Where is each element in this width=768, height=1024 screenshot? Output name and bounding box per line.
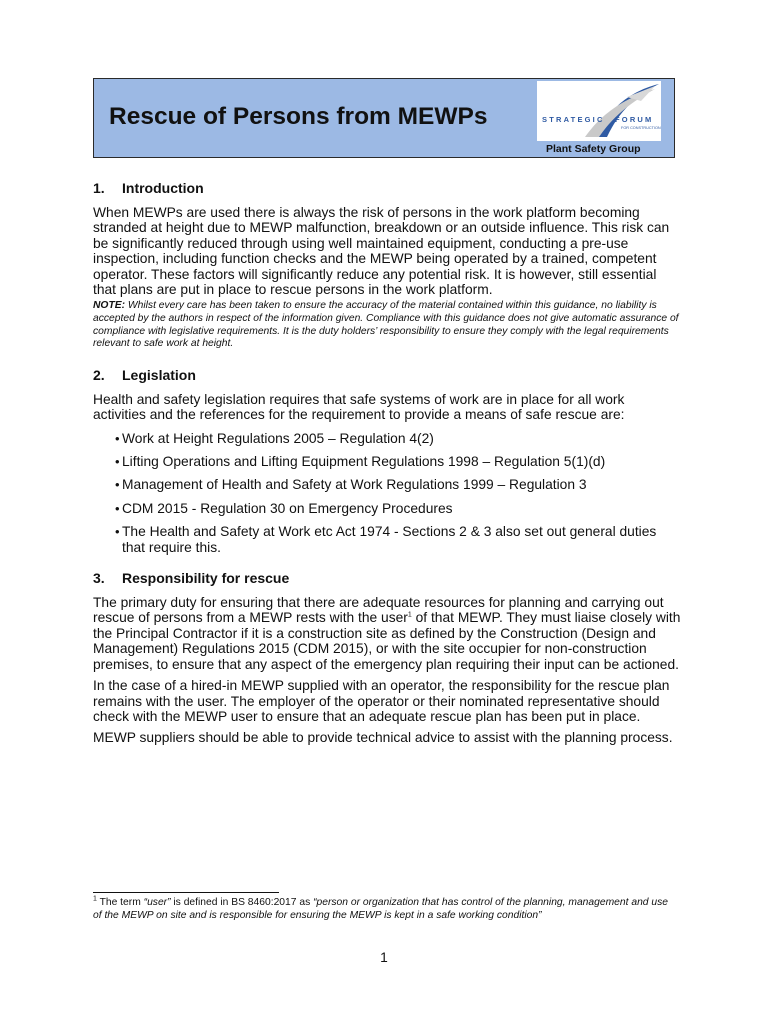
list-item: • CDM 2015 - Regulation 30 on Emergency Procedures	[93, 501, 681, 516]
logo-text-strategic: STRATEGIC	[542, 115, 605, 124]
responsibility-paragraph-2: In the case of a hired-in MEWP supplied with an operator, the responsibility for the rescue plan remains with the user. The employer of the operator or their nominated representative should check with the MEWP user to ensure that an adequate rescue plan has been put in place.	[93, 678, 670, 724]
responsibility-paragraph-3: MEWP suppliers should be able to provide technical advice to assist with the planning process.	[93, 730, 673, 746]
logo-text-forum: FORUM	[615, 115, 654, 124]
section-heading-responsibility: 3. Responsibility for rescue	[93, 570, 290, 587]
list-item: • Work at Height Regulations 2005 – Regulation 4(2)	[93, 431, 681, 446]
group-label: Plant Safety Group	[546, 143, 641, 155]
strategic-forum-logo	[537, 81, 661, 141]
responsibility-paragraph-1: The primary duty for ensuring that there are adequate resources for planning and carrying out rescue of persons from a MEWP rests with the user$^1$ of that MEWP. They must liaise closely with the Principal Contractor if it is a construction site as defined by the Construction (Design and Management) Regulations 2015 (CDM 2015), or with the site occupier for non-construction premises, to ensure that any aspect of the emergency plan requiring their input can be actioned.	[93, 595, 681, 672]
note-paragraph: NOTE: Whilst every care has been taken to ensure the accuracy of the material contained within this guidance, no liability is accepted by the authors in respect of the information given. Compliance with this guidance does not give automatic assurance of compliance with legislative requirements. It is the duty holders’ responsibility to ensure they comply with the legal requirements relevant to safe work at height.	[93, 300, 679, 350]
swoosh-logo-icon	[537, 81, 661, 141]
section-heading-introduction: 1. Introduction	[93, 180, 204, 196]
legislation-paragraph: Health and safety legislation requires that safe systems of work are in place for all work activities and the references for the requirement to provide a means of safe rescue are:	[93, 391, 625, 423]
footnote-marker: 1	[93, 895, 97, 903]
page-number: 1	[380, 950, 388, 965]
legislation-list	[93, 431, 681, 555]
footnote: $^1$ The term “user” is defined in BS 8460:2017 as “person or organization that has control of the planning, management and use of the MEWP on site and is responsible for ensuring the MEWP is kept in a safe working condition”	[93, 895, 668, 921]
list-item: • Lifting Operations and Lifting Equipment Regulations 1998 – Regulation 5(1)(d)	[93, 454, 681, 469]
section-heading-legislation: 2. Legislation	[93, 366, 196, 383]
page-title: Rescue of Persons from MEWPs	[109, 103, 488, 130]
document-body	[93, 180, 681, 746]
footnote-divider	[93, 892, 279, 893]
list-item: • The Health and Safety at Work etc Act 1974 - Sections 2 & 3 also set out general duties that require this.	[93, 524, 681, 555]
note-label: NOTE:	[93, 300, 126, 312]
logo-subtext: FOR CONSTRUCTION	[621, 126, 661, 130]
title-banner	[93, 78, 675, 158]
footnote-ref: 1	[407, 611, 412, 619]
intro-paragraph: When MEWPs are used there is always the risk of persons in the work platform becoming stranded at height due to MEWP malfunction, breakdown or an outside influence. This risk can be significantly reduced through using well maintained equipment, conducting a pre-use inspection, including function checks and the MEWP being operated by a trained, competent operator. These factors will significantly reduce any potential risk. It is however, still essential that plans are put in place to rescue persons in the work platform.	[93, 205, 670, 298]
list-item: • Management of Health and Safety at Work Regulations 1999 – Regulation 3	[93, 477, 681, 492]
